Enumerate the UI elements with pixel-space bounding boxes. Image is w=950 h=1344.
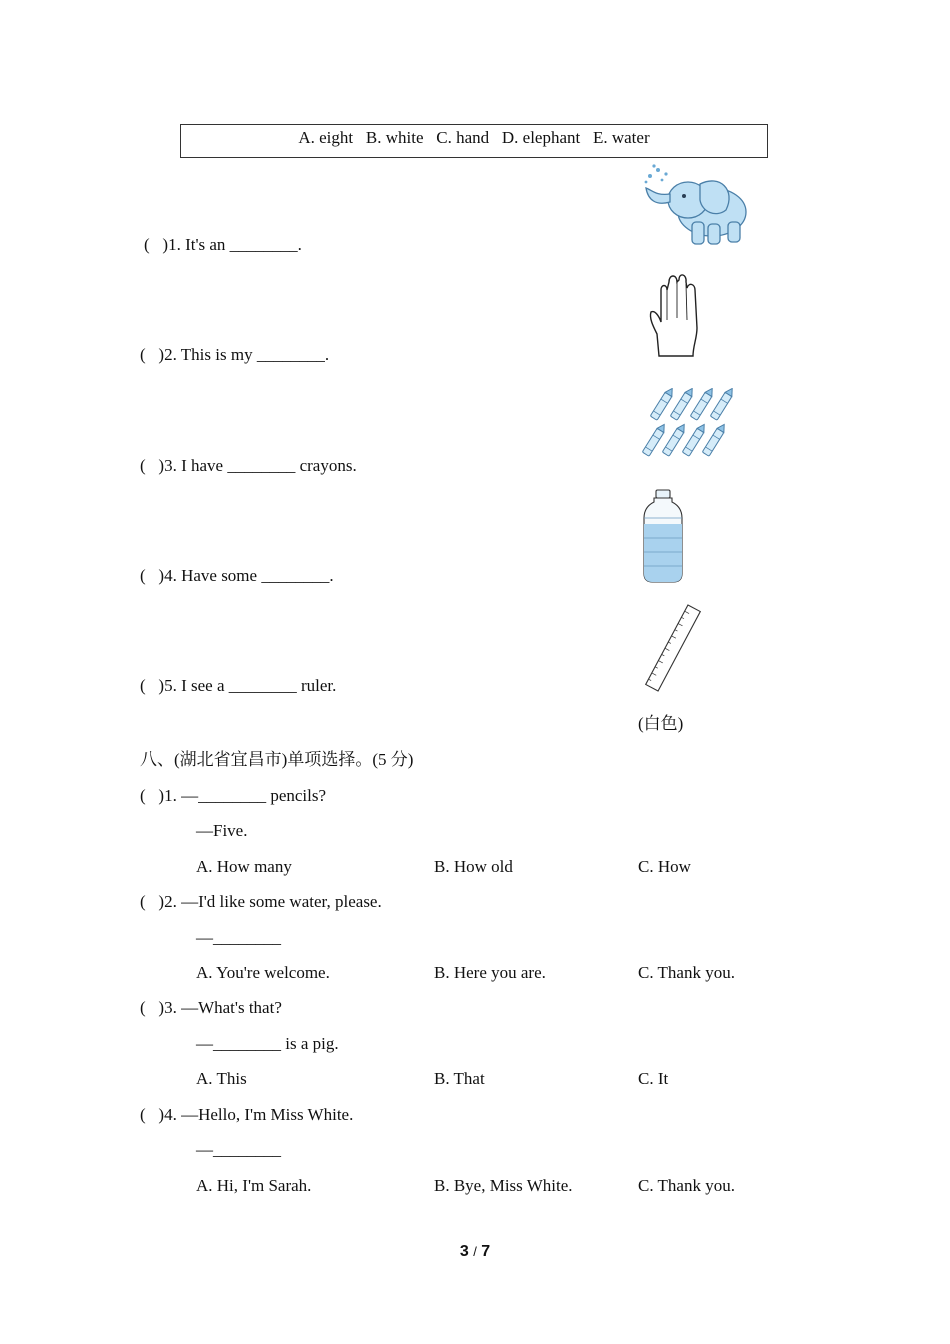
question-text: —Hello, I'm Miss White. [181, 1105, 354, 1124]
page-number [0, 1243, 950, 1261]
question-number: ( )1. [140, 786, 177, 805]
part8-title: 八、(湖北省宜昌市)单项选择。(5 分) [140, 750, 414, 769]
item-number: ( )1. [144, 235, 181, 254]
option-a: A. This [196, 1069, 247, 1088]
hand-picture [645, 272, 705, 362]
part8-question-1 [140, 786, 326, 806]
item-number: ( )5. [140, 676, 177, 695]
answer-line: —Five. [196, 821, 248, 840]
item-number: ( )4. [140, 566, 177, 585]
ruler-color-note: (白色) [638, 714, 684, 733]
ruler-picture [642, 602, 704, 694]
question-number: ( )2. [140, 892, 177, 911]
crayons-picture [638, 388, 738, 466]
answer-line: —________ is a pig. [196, 1034, 339, 1053]
part7-item-4 [140, 566, 334, 586]
part7-item-3 [140, 456, 357, 476]
item-number: ( )3. [140, 456, 177, 475]
option-b: B. How old [434, 857, 513, 876]
option-c: C. How [638, 857, 691, 876]
item-text: I have ________ crayons. [181, 456, 357, 475]
page-separator: / [473, 1244, 477, 1259]
option-a: A. You're welcome. [196, 963, 330, 982]
part7-item-2 [140, 345, 329, 365]
part8-question-3 [140, 998, 282, 1018]
option-b: B. Here you are. [434, 963, 546, 982]
answer-line: —________ [196, 1140, 281, 1159]
part7-item-5 [140, 676, 336, 696]
item-text: This is my ________. [180, 345, 330, 364]
part7-item-1 [144, 235, 302, 255]
water-bottle-picture [640, 488, 686, 584]
item-text: It's an ________. [185, 235, 302, 254]
word-bank-box [180, 124, 768, 158]
question-number: ( )4. [140, 1105, 177, 1124]
item-text: I see a ________ ruler. [181, 676, 337, 695]
option-c: C. Thank you. [638, 1176, 735, 1195]
option-b: B. That [434, 1069, 485, 1088]
question-number: ( )3. [140, 998, 177, 1017]
part8-question-2 [140, 892, 382, 912]
word-bank-text: A. eight B. white C. hand D. elephant E. water [298, 128, 650, 147]
item-text: Have some ________. [181, 566, 334, 585]
question-text: —________ pencils? [181, 786, 327, 805]
page-total: 7 [481, 1243, 491, 1260]
question-text: —I'd like some water, please. [181, 892, 382, 911]
option-b: B. Bye, Miss White. [434, 1176, 573, 1195]
option-a: A. How many [196, 857, 292, 876]
question-text: —What's that? [181, 998, 282, 1017]
part8-question-4 [140, 1105, 353, 1125]
option-a: A. Hi, I'm Sarah. [196, 1176, 312, 1195]
item-number: ( )2. [140, 345, 177, 364]
elephant-picture [640, 160, 755, 250]
option-c: C. Thank you. [638, 963, 735, 982]
option-c: C. It [638, 1069, 669, 1088]
answer-line: —________ [196, 928, 281, 947]
page-current: 3 [459, 1243, 469, 1260]
